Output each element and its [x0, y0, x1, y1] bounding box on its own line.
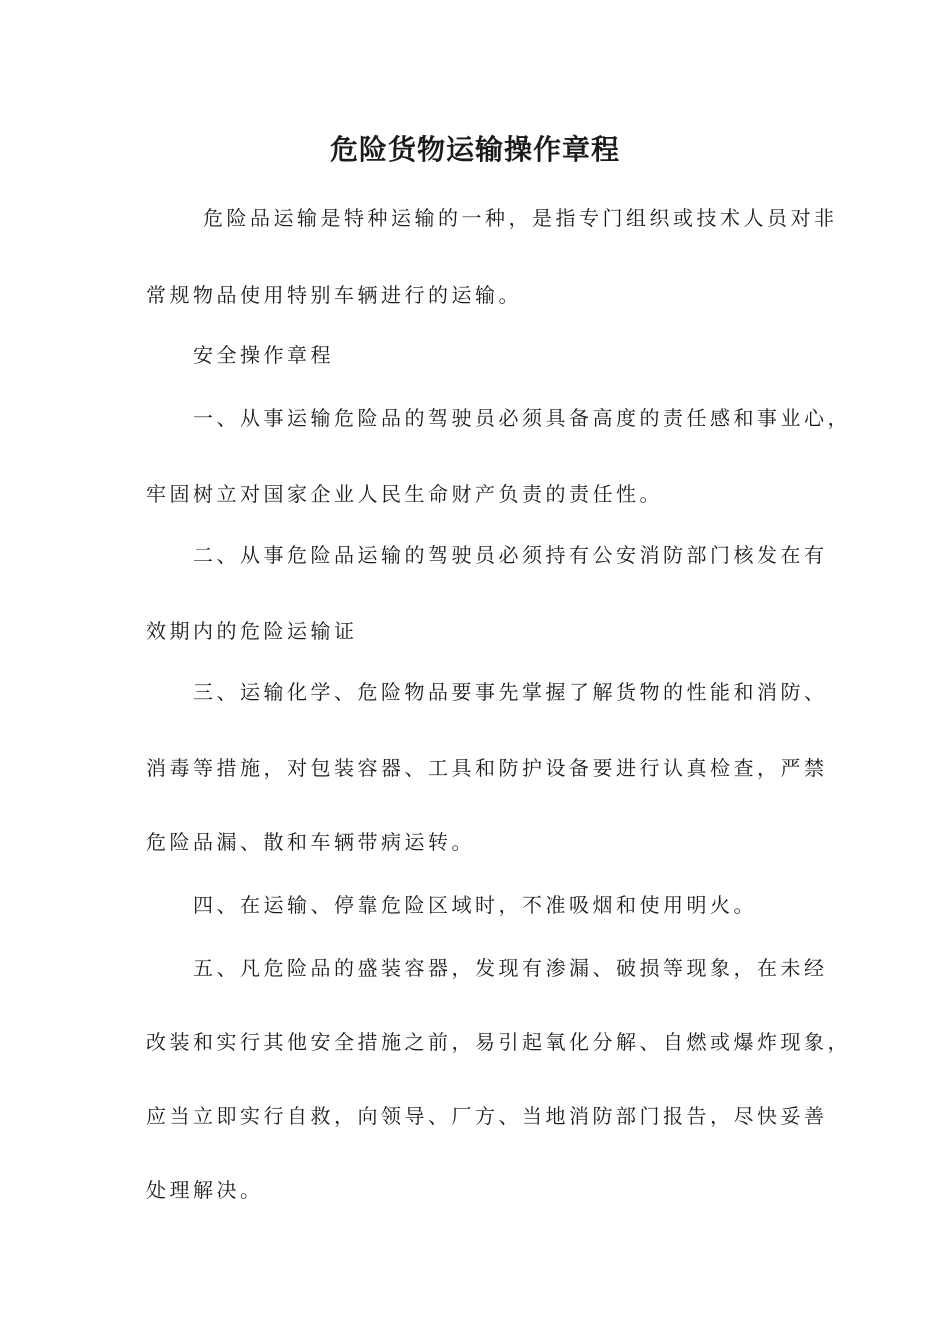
clause-2-line-1: 二、从事危险品运输的驾驶员必须持有公安消防部门核发在有 — [193, 543, 828, 567]
clause-5-line-4: 处理解决。 — [146, 1178, 264, 1202]
clause-5-line-2: 改装和实行其他安全措施之前，易引起氧化分解、自燃或爆炸现象， — [146, 1030, 851, 1054]
clause-3-line-1: 三、运输化学、危险物品要事先掌握了解货物的性能和消防、 — [193, 680, 828, 704]
clause-5-line-1: 五、凡危险品的盛装容器，发现有渗漏、破损等现象，在未经 — [193, 956, 828, 980]
paragraph-intro-line-1: 危险品运输是特种运输的一种，是指专门组织或技术人员对非 — [203, 206, 838, 230]
clause-4-line-1: 四、在运输、停靠危险区域时，不准吸烟和使用明火。 — [193, 893, 757, 917]
clause-1-line-2: 牢固树立对国家企业人民生命财产负责的责任性。 — [146, 482, 663, 506]
clause-1-line-1: 一、从事运输危险品的驾驶员必须具备高度的责任感和事业心， — [193, 406, 851, 430]
clause-2-line-2: 效期内的危险运输证 — [146, 619, 358, 643]
paragraph-intro-line-2: 常规物品使用特别车辆进行的运输。 — [146, 283, 522, 307]
clause-5-line-3: 应当立即实行自救，向领导、厂方、当地消防部门报告，尽快妥善 — [146, 1104, 828, 1128]
clause-3-line-2: 消毒等措施，对包装容器、工具和防护设备要进行认真检查，严禁 — [146, 756, 828, 780]
document-title: 危险货物运输操作章程 — [329, 133, 620, 166]
clause-3-line-3: 危险品漏、散和车辆带病运转。 — [146, 830, 475, 854]
section-heading: 安全操作章程 — [193, 343, 334, 367]
